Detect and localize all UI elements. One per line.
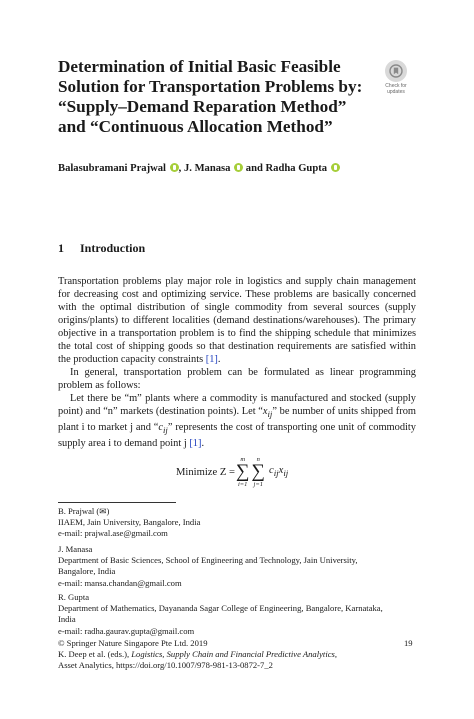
bookmark-icon [385,60,407,82]
objective-formula [176,452,288,492]
paragraph-2: In general, transportation problem can be formulated as linear programming problem as follows: [58,367,416,391]
footnote-divider [58,502,176,503]
footnote-gupta: R. Gupta Department of Mathematics, Dayananda Sagar College of Engineering, Bangalore, Karnataka, India e-mail: radha.gaurav.gupta@gmail.com [58,592,383,636]
title-line-1: Determination of Initial Basic Feasible [58,57,341,76]
author-gupta: Radha Gupta [265,163,328,174]
author-manasa: J. Manasa [183,163,231,174]
paragraph-1: Transportation problems play major role in logistics and supply chain management for decreasing cost and optimizing service. These problems are basically concerned with the optimal distribution of single commodity from several sources (supply origins/plants) to different localities (demand destinations/warehouses). The primary objective in a transportation problem is to find the shipping schedule that minimizes the total cost of shipping goods so that destination requirements are satisfied within the production capacity constraints [1]. [58,276,416,365]
doi-link[interactable]: Asset Analytics, https://doi.org/10.1007/978-981-13-0872-7_2 [58,660,273,671]
orcid-icon[interactable] [234,163,243,172]
email-link[interactable]: e-mail: prajwal.ase@gmail.com [58,528,168,539]
footnote-prajwal: B. Prajwal (✉) IIAEM, Jain University, Bangalore, India e-mail: prajwal.ase@gmail.com [58,506,201,539]
formula-lhs: Minimize Z = [176,466,235,478]
book-title: Logistics, Supply Chain and Financial Predictive Analytics [131,649,335,660]
citation-link[interactable]: [1] [189,438,202,450]
formula-term: $c_{ij}x_{ij}$ [269,465,289,479]
title-line-4: and “Continuous Allocation Method” [58,117,333,136]
citation-link[interactable]: [1] [205,354,218,365]
email-link[interactable]: e-mail: radha.gaurav.gupta@gmail.com [58,625,195,636]
section-title: Introduction [80,241,146,255]
summation-i: m ∑ i=1 [235,456,250,488]
section-number: 1 [58,241,64,255]
paper-title [58,57,388,137]
author-prajwal: Balasubramani Prajwal [58,163,167,174]
title-line-3: “Supply–Demand Reparation Method” [58,97,347,116]
author-list: Balasubramani Prajwal , J. Manasa and Radha Gupta [58,162,418,176]
summation-j: n ∑ j=1 [251,456,266,488]
orcid-icon[interactable] [170,163,179,172]
publication-info: © Springer Nature Singapore Pte Ltd. 2019 K. Deep et al. (eds.), Logistics, Supply Chain and Financial Predictive Analytics, Asset Analytics, https://doi.org/10.1007/978-981-13-0872-7_2 [58,638,338,671]
footnote-manasa: J. Manasa Department of Basic Sciences, School of Engineering and Technology, Jain University, Bangalore, India e-mail: mansa.chandan@gmail.com [58,544,358,588]
check-for-updates-badge[interactable] [378,59,414,97]
page-number: 19 [404,638,413,648]
copyright-line: © Springer Nature Singapore Pte Ltd. 2019 [58,638,208,648]
orcid-icon[interactable] [331,163,340,172]
title-line-2: Solution for Transportation Problems by: [58,77,363,96]
email-link[interactable]: e-mail: mansa.chandan@gmail.com [58,577,182,588]
section-heading [58,241,145,256]
paragraph-3: Let there be “m” plants where a commodity is manufactured and stocked (supply point) and “n” markets (destination points). Let “$x_{ij}$” be number of units shipped from plant i to market j and “$c_{ij}$” represents the cost of transporting one unit of commodity supply area i to demand point j [1]. [58,393,416,450]
badge-label: Check for updates [385,83,407,95]
